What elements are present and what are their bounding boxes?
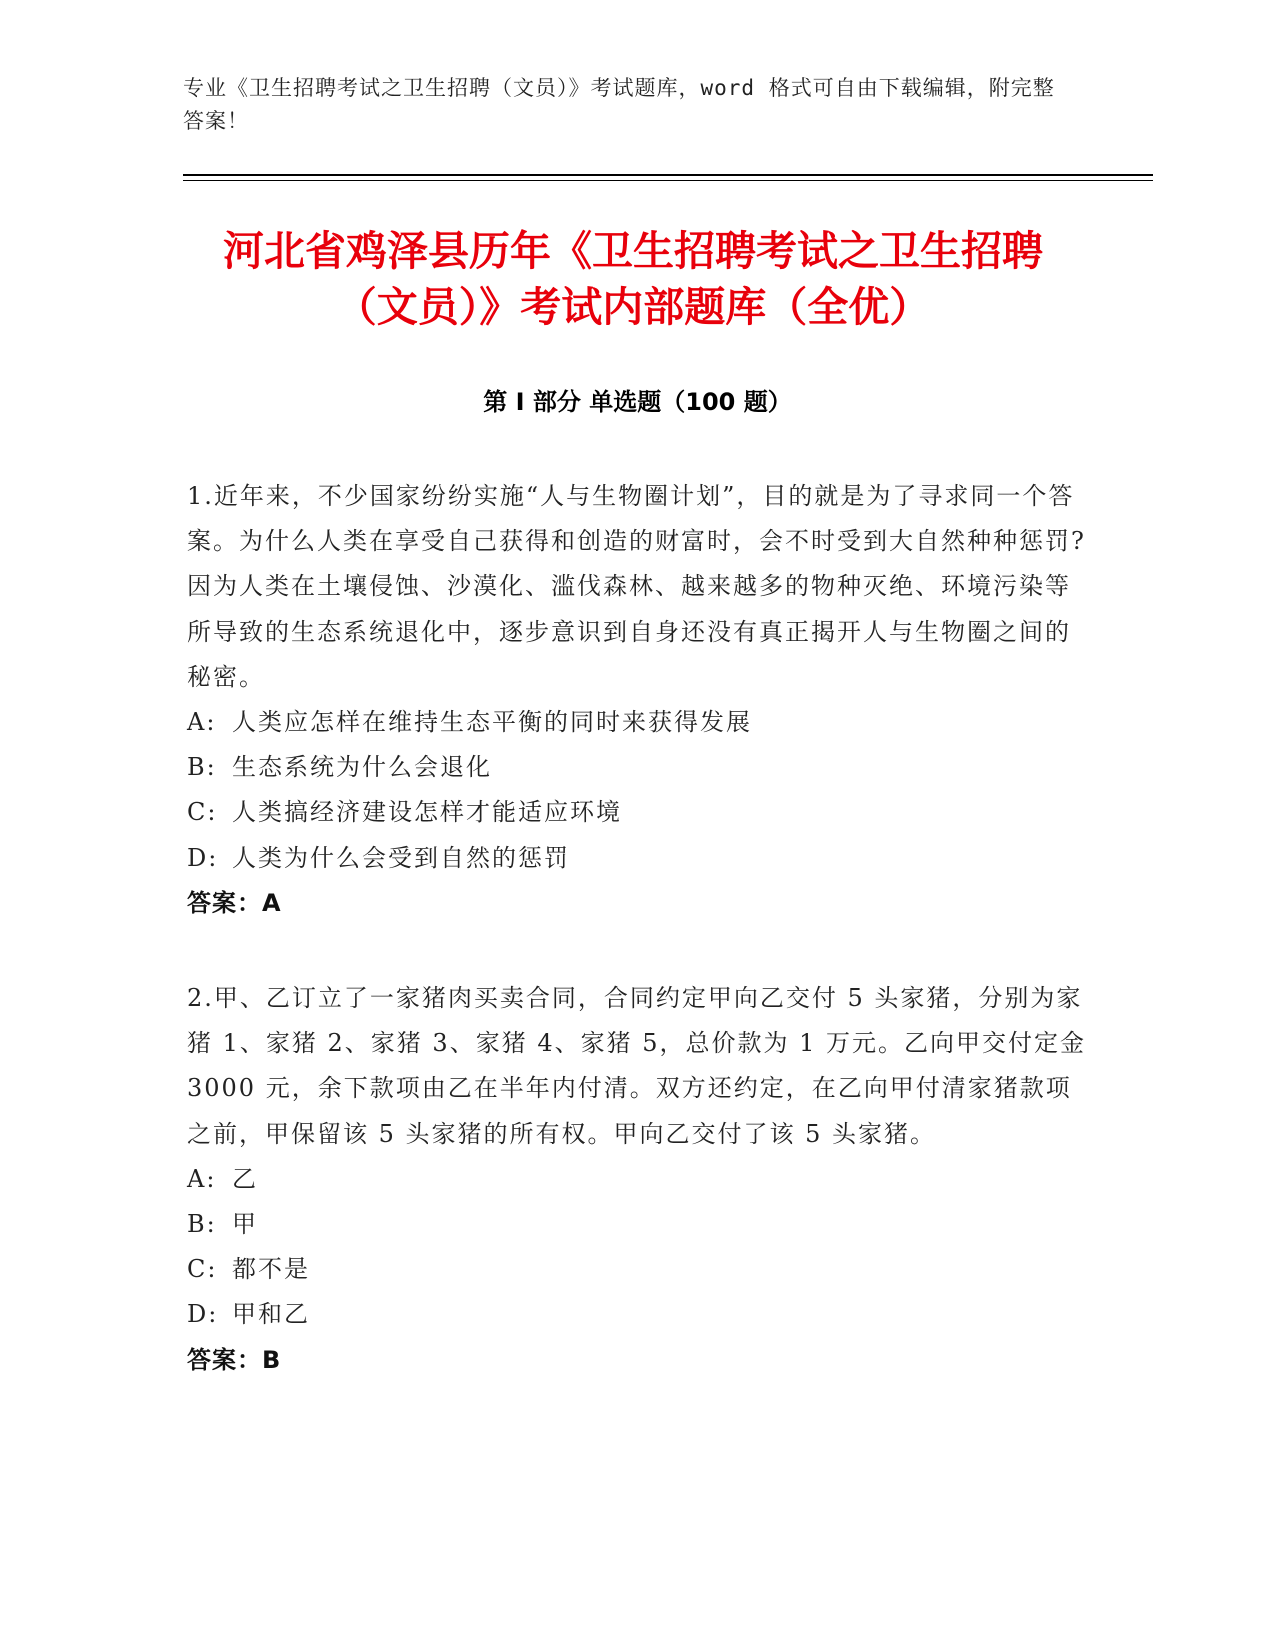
option-a	[187, 700, 1087, 745]
option-text: 人类应怎样在维持生态平衡的同时来获得发展	[232, 708, 752, 737]
question-2	[187, 976, 1087, 1383]
option-b	[187, 745, 1087, 790]
question-1	[187, 474, 1087, 926]
question-stem: 2.甲、乙订立了一家猪肉买卖合同，合同约定甲向乙交付 5 头家猪，分别为家猪 1、家猪 2、家猪 3、家猪 4、家猪 5，总价款为 1 万元。乙向甲交付定金 3000 元，余下款项由乙在半年内付清。双方还约定，在乙向甲付清家猪款项之前，甲保留该 5 头家猪的所有权。甲向乙交付了该 5 头家猪。	[187, 984, 1087, 1148]
option-d	[187, 1292, 1087, 1337]
answer-line: 答案：A	[187, 888, 282, 917]
option-key: B:	[187, 753, 217, 782]
option-key: A:	[187, 1164, 217, 1193]
option-key: C:	[187, 798, 218, 827]
question-stem: 1.近年来，不少国家纷纷实施“人与生物圈计划”，目的就是为了寻求同一个答案。为什么人类在享受自己获得和创造的财富时，会不时受到大自然种种惩罚?因为人类在土壤侵蚀、沙漠化、滥伐森林、越来越多的物种灭绝、环境污染等所导致的生态系统退化中，逐步意识到自身还没有真正揭开人与生物圈之间的秘密。	[187, 482, 1086, 691]
option-text: 甲	[232, 1210, 258, 1239]
option-d	[187, 836, 1087, 881]
option-key: D:	[187, 843, 219, 872]
option-key: D:	[187, 1300, 219, 1329]
document-title: 河北省鸡泽县历年《卫生招聘考试之卫生招聘（文员）》考试内部题库（全优）	[223, 227, 1043, 331]
option-text: 人类搞经济建设怎样才能适应环境	[232, 798, 622, 827]
option-key: A:	[187, 708, 217, 737]
header-rule-thin	[183, 180, 1153, 181]
option-key: C:	[187, 1255, 218, 1284]
option-c	[187, 790, 1087, 835]
header-rule-thick	[183, 174, 1153, 176]
option-b	[187, 1202, 1087, 1247]
header-note: 专业《卫生招聘考试之卫生招聘（文员）》考试题库，word 格式可自由下载编辑，附完整答案！	[183, 76, 1055, 133]
option-key: B:	[187, 1210, 217, 1239]
option-text: 都不是	[232, 1255, 310, 1284]
answer-line: 答案：B	[187, 1345, 282, 1374]
option-text: 乙	[232, 1164, 258, 1193]
section-heading: 第 I 部分 单选题（100 题）	[483, 388, 792, 416]
option-a	[187, 1157, 1087, 1202]
option-c	[187, 1247, 1087, 1292]
option-text: 甲和乙	[232, 1300, 310, 1329]
option-text: 生态系统为什么会退化	[232, 753, 492, 782]
option-text: 人类为什么会受到自然的惩罚	[232, 843, 570, 872]
